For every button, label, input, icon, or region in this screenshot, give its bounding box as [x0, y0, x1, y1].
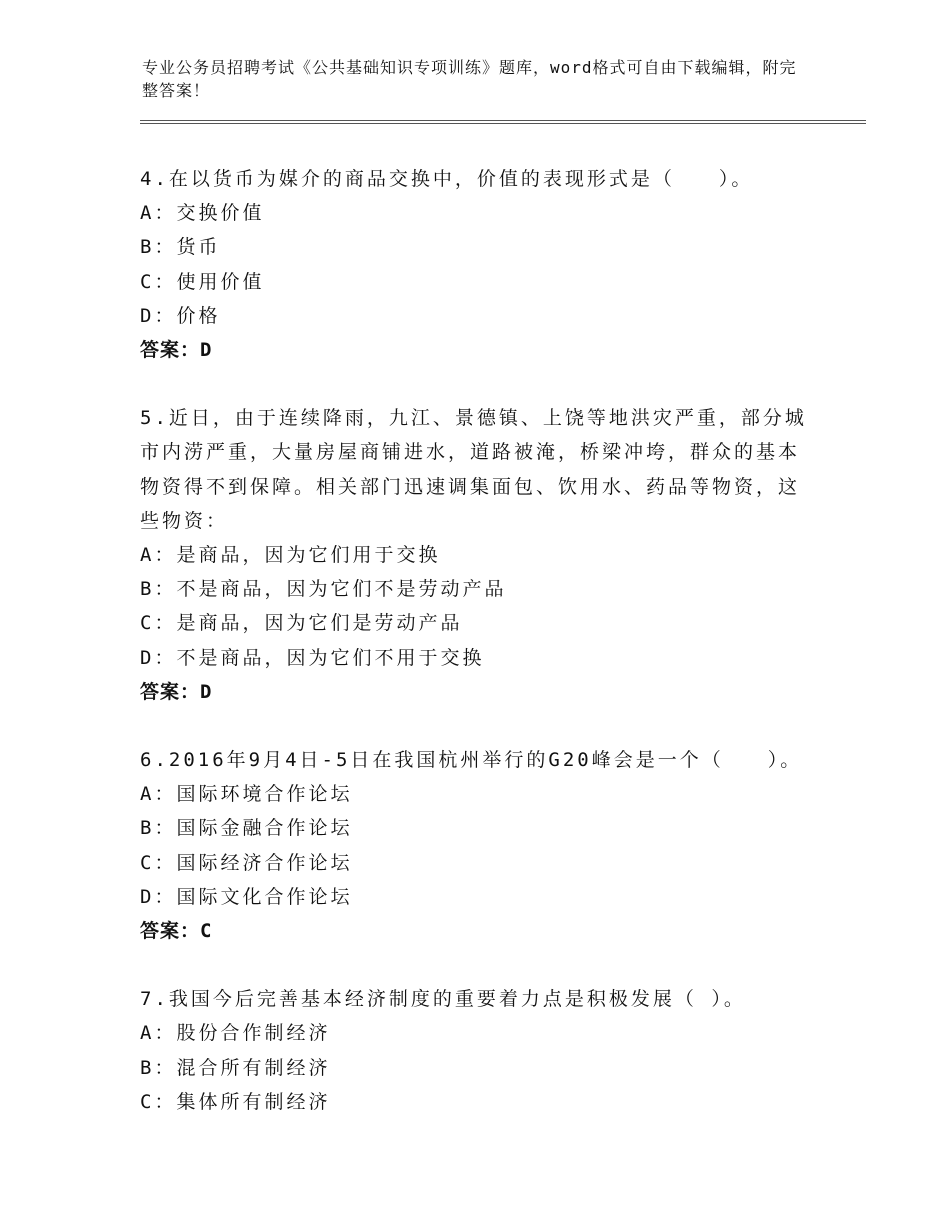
- option-d: D：价格: [140, 304, 221, 327]
- question-stem-line: 些物资：: [140, 509, 229, 532]
- question-stem-line: 物资得不到保障。相关部门迅速调集面包、饮用水、药品等物资，这: [140, 475, 801, 498]
- option-c: C：集体所有制经济: [140, 1090, 331, 1113]
- question-stem: 6.2016年9月4日-5日在我国杭州举行的G20峰会是一个（ ）。: [140, 749, 803, 772]
- document-header: 专业公务员招聘考试《公共基础知识专项训练》题库，word格式可自由下载编辑，附完整答案！: [142, 58, 797, 100]
- option-b: B：混合所有制经济: [140, 1056, 331, 1079]
- answer-label: 答案：D: [140, 339, 213, 362]
- question-5: [140, 401, 810, 709]
- option-c: C：国际经济合作论坛: [140, 851, 353, 874]
- question-stem: 4.在以货币为媒介的商品交换中，价值的表现形式是（ ）。: [140, 168, 754, 190]
- option-a: A：股份合作制经济: [140, 1022, 331, 1045]
- option-d: D：不是商品，因为它们不用于交换: [140, 646, 485, 669]
- answer-label: 答案：C: [140, 920, 213, 943]
- question-list: [140, 162, 810, 1153]
- question-7: [140, 982, 810, 1119]
- option-a: A：交换价值: [140, 202, 265, 225]
- option-a: A：是商品，因为它们用于交换: [140, 544, 441, 567]
- question-stem: 7.我国今后完善基本经济制度的重要着力点是积极发展（ ）。: [140, 988, 746, 1011]
- header-divider-bottom: [140, 123, 866, 124]
- option-b: B：不是商品，因为它们不是劳动产品: [140, 578, 507, 601]
- question-stem-line: 市内涝严重，大量房屋商铺进水，道路被淹，桥梁冲垮，群众的基本: [140, 441, 801, 464]
- option-d: D：国际文化合作论坛: [140, 885, 353, 908]
- answer-label: 答案：D: [140, 680, 213, 703]
- question-4: [140, 162, 810, 367]
- option-c: C：使用价值: [140, 270, 265, 293]
- header-divider-top: [140, 120, 866, 121]
- question-stem-line: 5.近日，由于连续降雨，九江、景德镇、上饶等地洪灾严重，部分城: [140, 407, 807, 430]
- option-b: B：国际金融合作论坛: [140, 817, 353, 840]
- option-c: C：是商品，因为它们是劳动产品: [140, 612, 463, 635]
- option-a: A：国际环境合作论坛: [140, 783, 353, 806]
- option-b: B：货币: [140, 236, 221, 259]
- question-6: [140, 743, 810, 948]
